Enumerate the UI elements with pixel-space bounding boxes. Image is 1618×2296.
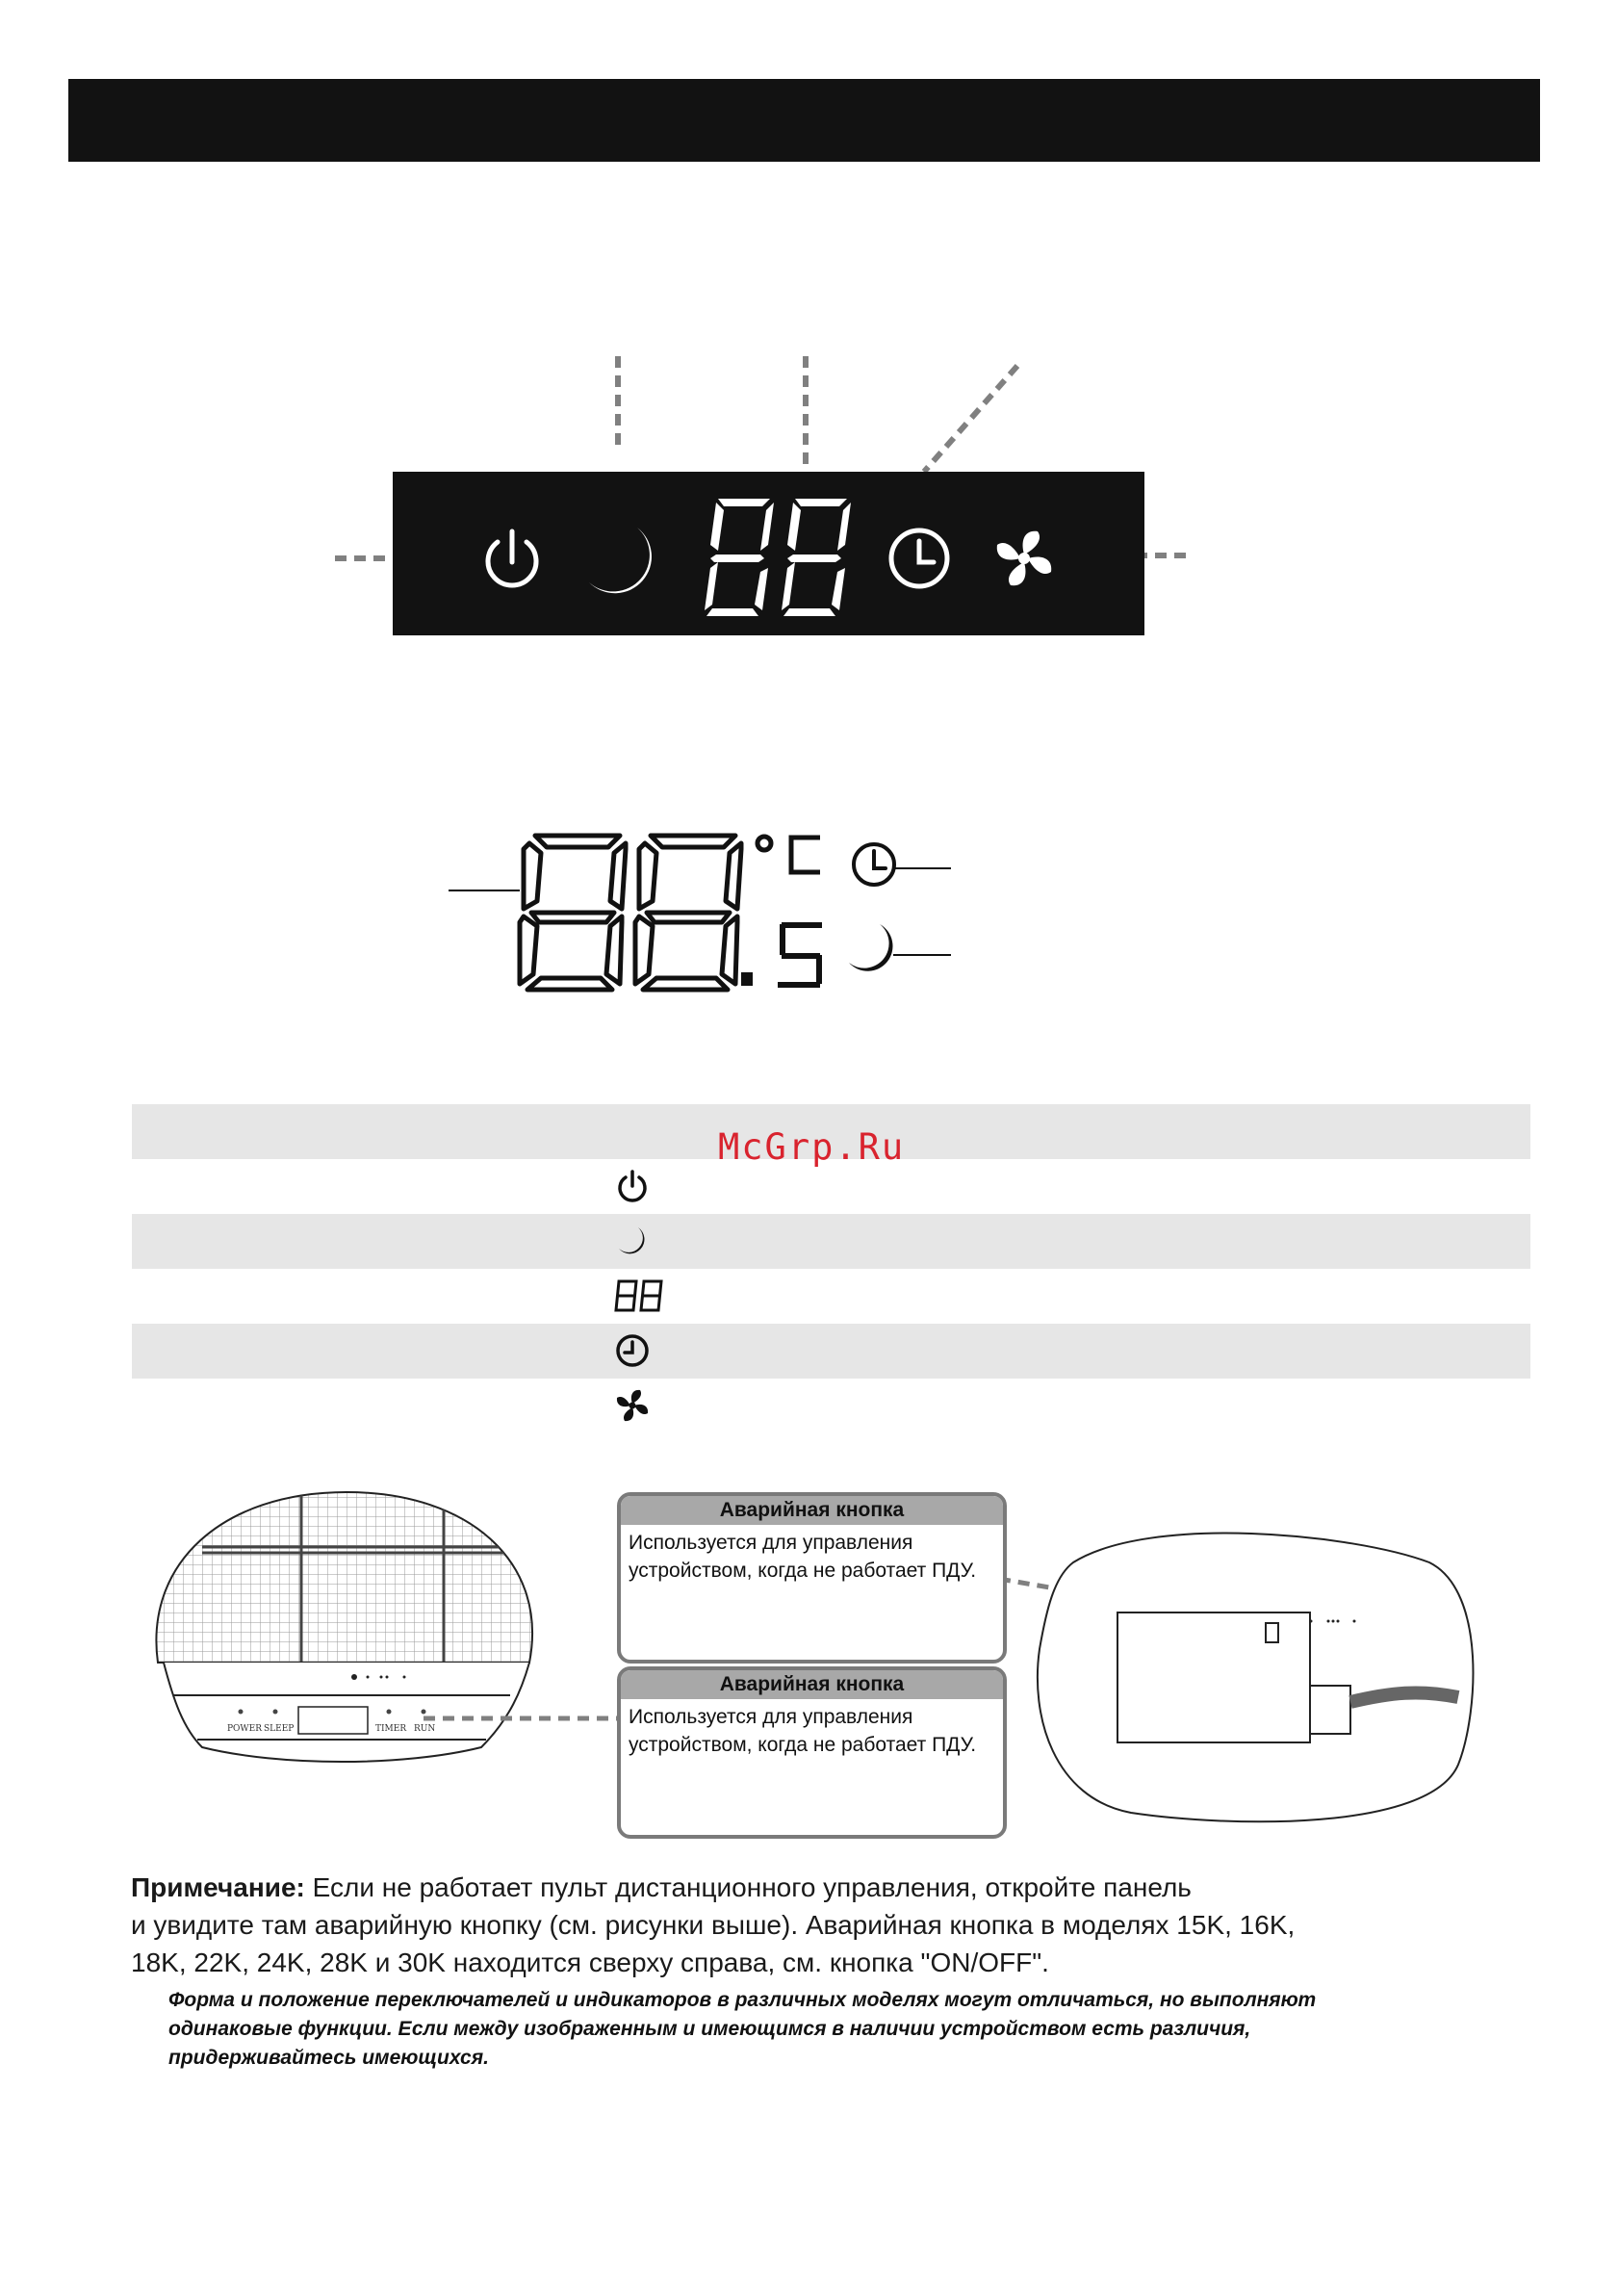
svg-text:TIMER: TIMER (375, 1724, 407, 1734)
small-digit-5 (778, 922, 822, 988)
svg-text:RUN: RUN (414, 1724, 436, 1734)
disclaimer-line-2: одинаковые функции. Если между изображенным и имеющимся в наличии устройством есть различия, (168, 2018, 1251, 2040)
decimal-point (741, 972, 753, 986)
disclaimer-line-1: Форма и положение переключателей и индикаторов в различных моделях могут отличаться, но выполняют (168, 1989, 1317, 2011)
display-panel-1-background (393, 472, 1144, 635)
callout-box (617, 1666, 1007, 1839)
celsius-symbol (758, 837, 820, 872)
table-row (132, 1379, 1530, 1433)
moon-icon (849, 924, 892, 971)
watermark: McGrp.Ru (718, 1126, 906, 1168)
clock-icon (613, 1331, 652, 1370)
table-row (132, 1214, 1530, 1269)
disclaimer-line-3: придерживайтесь имеющихся. (168, 2047, 489, 2069)
callout-body: Используется для управления устройством, когда не работает ПДУ. (629, 1706, 977, 1756)
moon-icon (613, 1222, 652, 1260)
note-line-3: 18K, 22K, 24K, 28K и 30K находится сверху справа, см. кнопка "ON/OFF". (131, 1948, 1049, 1977)
large-segment-digits (520, 836, 741, 990)
svg-text:SLEEP: SLEEP (264, 1724, 295, 1734)
display-panel-1 (0, 0, 1618, 674)
power-icon (613, 1167, 652, 1205)
control-board (1117, 1612, 1310, 1742)
callout-body: Используется для управления устройством, когда не работает ПДУ. (629, 1532, 977, 1582)
digits-icon (613, 1277, 667, 1315)
svg-text:POWER: POWER (227, 1724, 263, 1734)
callout-title: Аварийная кнопка (621, 1496, 1003, 1525)
note-line-2: и увидите там аварийную кнопку (см. рисунки выше). Аварийная кнопка в моделях 15K, 16K, (131, 1910, 1296, 1940)
emergency-button-detail (1035, 1524, 1477, 1827)
callout-title: Аварийная кнопка (621, 1670, 1003, 1699)
note-paragraph (131, 1869, 1536, 1981)
fan-icon (613, 1386, 652, 1425)
display-panel-2 (0, 809, 1618, 1030)
emergency-button (1266, 1623, 1278, 1642)
table-row (132, 1324, 1530, 1379)
note-label: Примечание: (131, 1872, 305, 1902)
table-row (132, 1269, 1530, 1324)
clock-icon (854, 844, 894, 885)
table-row (132, 1159, 1530, 1214)
callout-box (617, 1492, 1007, 1664)
disclaimer (168, 1986, 1535, 2073)
note-line-1: Если не работает пульт дистанционного управления, откройте панель (304, 1872, 1192, 1902)
